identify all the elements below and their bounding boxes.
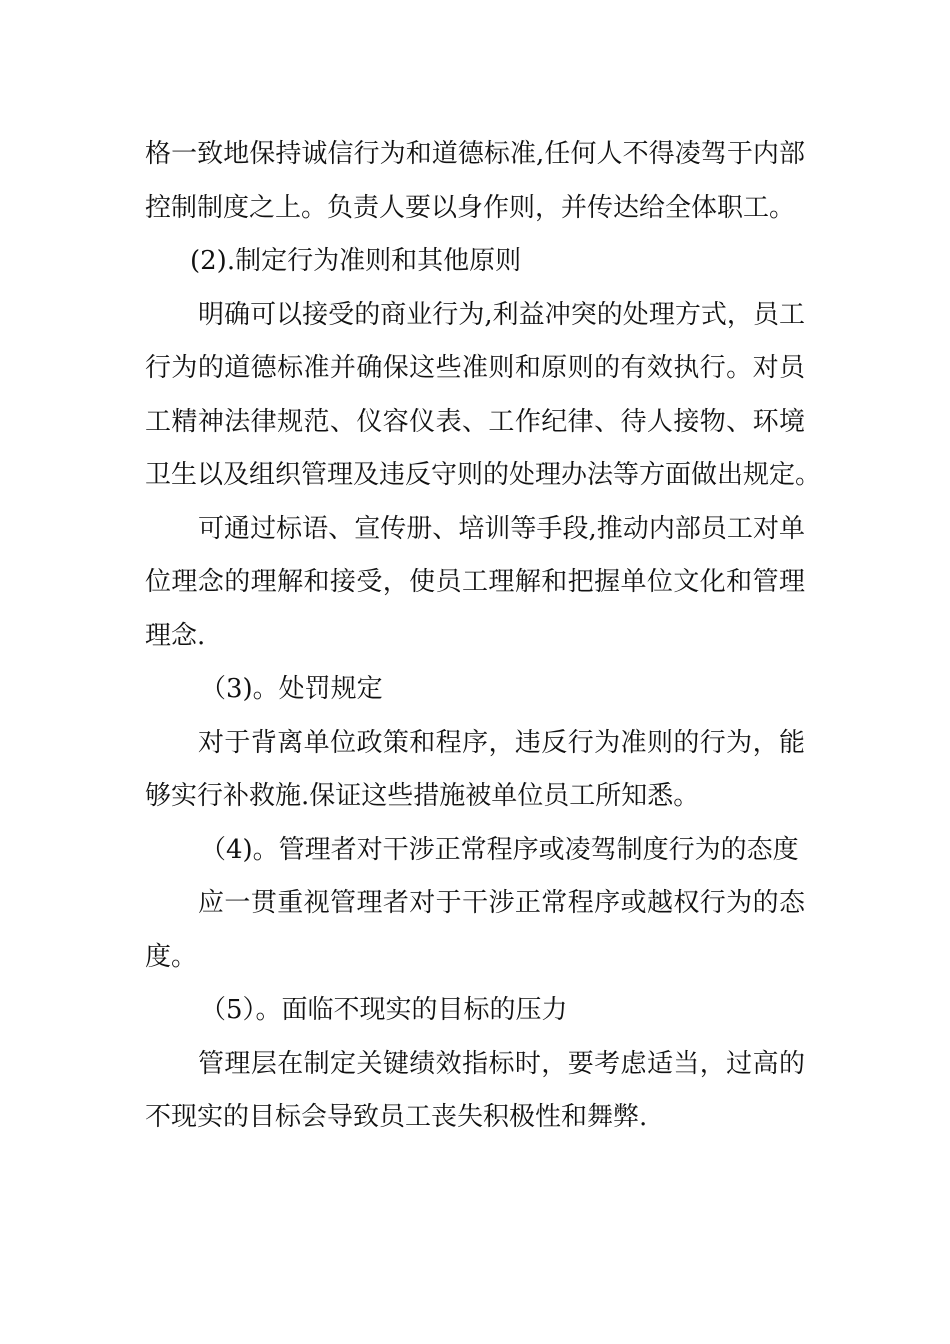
- paragraph-line: 工精神法律规范、仪容仪表、工作纪律、待人接物、环境: [145, 406, 805, 437]
- paragraph-line: 行为的道德标准并确保这些准则和原则的有效执行。对员: [145, 353, 805, 383]
- paragraph-line: 卫生以及组织管理及违反守则的处理办法等方面做出规定。: [145, 460, 822, 490]
- document-body: [145, 128, 822, 1145]
- section-heading-3: （3)。处罚规定: [200, 674, 383, 704]
- paragraph-line: 度。: [145, 941, 198, 972]
- paragraph-line: 位理念的理解和接受，使员工理解和把握单位文化和管理: [145, 567, 805, 597]
- section-heading-4: （4)。管理者对干涉正常程序或凌驾制度行为的态度: [200, 834, 799, 865]
- paragraph-line: 对于背离单位政策和程序，违反行为准则的行为，能: [198, 727, 805, 758]
- section-heading-2: (2).制定行为准则和其他原则: [190, 246, 522, 276]
- paragraph-line: 管理层在制定关键绩效指标时，要考虑适当，过高的: [198, 1048, 805, 1079]
- paragraph-line: 理念.: [145, 620, 206, 651]
- paragraph-line: 控制制度之上。负责人要以身作则，并传达给全体职工。: [145, 192, 796, 223]
- paragraph-line: 格一致地保持诚信行为和道德标准,任何人不得凌驾于内部: [145, 139, 805, 169]
- paragraph-line: 明确可以接受的商业行为,利益冲突的处理方式，员工: [198, 299, 805, 330]
- paragraph-line: 不现实的目标会导致员工丧失积极性和舞弊.: [145, 1102, 648, 1132]
- paragraph-line: 可通过标语、宣传册、培训等手段,推动内部员工对单: [198, 513, 805, 544]
- paragraph-line: 应一贯重视管理者对于干涉正常程序或越权行为的态: [198, 888, 805, 918]
- paragraph-line: 够实行补救施.保证这些措施被单位员工所知悉。: [145, 781, 700, 811]
- section-heading-5: （5）。面临不现实的目标的压力: [200, 995, 568, 1025]
